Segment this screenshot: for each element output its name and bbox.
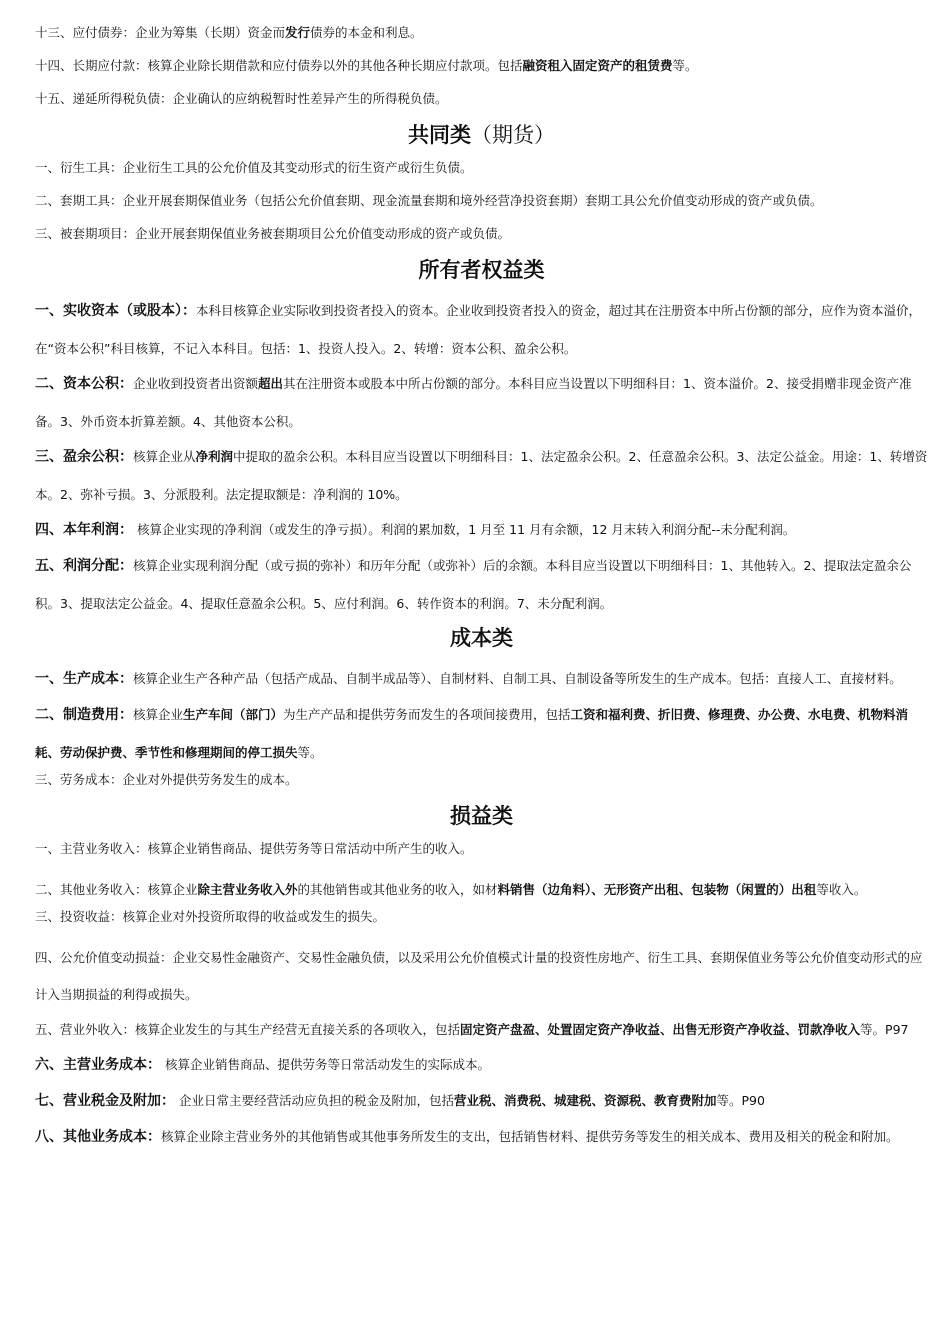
text: 十三、应付债券：企业为筹集（长期）资金而 <box>35 25 286 40</box>
pl-item-8 <box>35 1118 928 1156</box>
line-15: 十五、递延所得税负债：企业确认的应纳税暂时性差异产生的所得税负债。 <box>35 91 448 106</box>
bold-text: 料销售（边角料）、无形资产出租、包装物（闲置的）出租 <box>497 882 817 897</box>
item-lead: 三、盈余公积： <box>35 449 133 465</box>
item-lead: 六、主营业务成本： <box>35 1057 161 1073</box>
text: 核算企业除主营业务外的其他销售或其他事务所发生的支出，包括销售材料、提供劳务等发生的相关成本、费用及相关的税金和附加。 <box>161 1129 899 1144</box>
section-heading-cost <box>35 624 928 652</box>
bold-text: 超出 <box>258 376 284 391</box>
text: 核算企业实现利润分配（或亏损的弥补）和历年分配（或弥补）后的余额。本科目应当设置以下明细科目：1、其他转入。2、提取法定盈余公积。3、提取法定公益金。4、提取任意盈余公积。5、应付利润。6、转作资本的利润。7、未分配利润。 <box>35 558 912 611</box>
pl-item-3: 三、投资收益：核算企业对外投资所取得的收益或发生的损失。 <box>35 909 386 924</box>
text: 等。P97 <box>860 1022 909 1037</box>
text: 核算企业实现的净利润（或发生的净亏损）。利润的累加数，1 月至 11 月有余额，12 月末转入利润分配--未分配利润。 <box>133 522 796 537</box>
heading-rest: （期货） <box>471 123 555 147</box>
text: 等。 <box>297 745 323 760</box>
common-item-3: 三、被套期项目：企业开展套期保值业务被套期项目公允价值变动形成的资产或负债。 <box>35 226 511 241</box>
heading-bold: 所有者权益类 <box>418 258 545 282</box>
item-lead: 五、利润分配： <box>35 558 133 574</box>
equity-item-1 <box>35 292 928 367</box>
equity-item-5 <box>35 547 928 622</box>
pl-item-5 <box>35 1011 928 1048</box>
text: 等。 <box>672 58 698 73</box>
text: 企业日常主要经营活动应负担的税金及附加，包括 <box>175 1093 454 1108</box>
heading-bold: 损益类 <box>450 804 513 828</box>
text: 核算企业从 <box>133 449 196 464</box>
equity-item-4 <box>35 511 928 549</box>
item-lead: 二、制造费用： <box>35 707 133 723</box>
bold-text: 固定资产盘盈、处置固定资产净收益、出售无形资产净收益、罚款净收入 <box>460 1022 861 1037</box>
pl-item-7 <box>35 1082 928 1120</box>
bold-text: 营业税、消费税、城建税、资源税、教育费附加 <box>453 1093 717 1108</box>
text: 十四、长期应付款：核算企业除长期借款和应付债券以外的其他各种长期应付款项。包括 <box>35 58 523 73</box>
text: 等。P90 <box>716 1093 765 1108</box>
text: 本科目核算企业实际收到投资者投入的资本。企业收到投资者投入的资金，超过其在注册资本中所占份额的部分，应作为资本溢价，在“资本公积”科目核算，不记入本科目。包括：1、投资人投入。2、转增：资本公积、盈余公积。 <box>35 303 922 356</box>
item-lead: 八、其他业务成本： <box>35 1129 161 1145</box>
bold-text: 工资和福利费、折旧费、修理费、办公费、水电费、机物料消耗、劳动保护费、季节性和修理期间的停工损失 <box>35 707 909 760</box>
section-heading-profit-loss <box>35 802 928 830</box>
text: 核算企业生产各种产品（包括产成品、自制半成品等）、自制材料、自制工具、自制设备等所发生的生产成本。包括：直接人工、直接材料。 <box>133 671 902 686</box>
text: 其在注册资本或股本中所占份额的部分。本科目应当设置以下明细科目：1、资本溢价。2、接受捐赠非现金资产准备。3、外币资本折算差额。4、其他资本公积。 <box>35 376 912 429</box>
common-item-2: 二、套期工具：企业开展套期保值业务（包括公允价值套期、现金流量套期和境外经营净投资套期）套期工具公允价值变动形成的资产或负债。 <box>35 193 823 208</box>
pl-item-2 <box>35 871 928 908</box>
line-14 <box>35 55 928 76</box>
text: 为生产产品和提供劳务而发生的各项间接费用，包括 <box>283 707 571 722</box>
cost-item-3: 三、劳务成本：企业对外提供劳务发生的成本。 <box>35 772 298 787</box>
item-lead: 一、生产成本： <box>35 671 133 687</box>
text: 的其他销售或其他业务的收入，如材 <box>297 882 498 897</box>
text: 二、其他业务收入：核算企业 <box>35 882 198 897</box>
pl-item-1: 一、主营业务收入：核算企业销售商品、提供劳务等日常活动中所产生的收入。 <box>35 841 473 856</box>
equity-item-3 <box>35 438 928 513</box>
cost-item-1 <box>35 660 928 698</box>
item-lead: 二、资本公积： <box>35 376 133 392</box>
text: 等收入。 <box>816 882 867 897</box>
bold-text: 净利润 <box>195 449 234 464</box>
text: 中提取的盈余公积。本科目应当设置以下明细科目：1、法定盈余公积。2、任意盈余公积。3、法定公益金。用途：1、转增资本。2、弥补亏损。3、分派股利。法定提取额是：净利润的 10%。 <box>35 449 928 502</box>
item-lead: 四、本年利润： <box>35 522 133 538</box>
text: 五、营业外收入：核算企业发生的与其生产经营无直接关系的各项收入，包括 <box>35 1022 461 1037</box>
section-heading-common <box>35 121 928 149</box>
bold-text: 融资租入固定资产的租赁费 <box>522 58 673 73</box>
bold-text: 生产车间（部门） <box>183 707 284 722</box>
text: 企业收到投资者出资额 <box>133 376 259 391</box>
bold-text: 除主营业务收入外 <box>197 882 298 897</box>
text: 核算企业 <box>133 707 184 722</box>
item-lead: 七、营业税金及附加： <box>35 1093 175 1109</box>
heading-bold: 共同类 <box>408 123 471 147</box>
pl-item-6 <box>35 1046 928 1084</box>
text: 核算企业销售商品、提供劳务等日常活动发生的实际成本。 <box>161 1057 490 1072</box>
text: 债券的本金和利息。 <box>310 25 423 40</box>
pl-item-4: 四、公允价值变动损益：企业交易性金融资产、交易性金融负债，以及采用公允价值模式计量的投资性房地产、衍生工具、套期保值业务等公允价值变动形式的应计入当期损益的利得或损失。 <box>35 950 923 1002</box>
section-heading-equity <box>35 256 928 284</box>
line-13 <box>35 22 928 43</box>
item-lead: 一、实收资本（或股本）： <box>35 303 196 319</box>
common-item-1: 一、衍生工具：企业衍生工具的公允价值及其变动形式的衍生资产或衍生负债。 <box>35 160 473 175</box>
heading-bold: 成本类 <box>450 626 513 650</box>
cost-item-2 <box>35 696 928 771</box>
equity-item-2 <box>35 365 928 440</box>
bold-text: 发行 <box>285 25 311 40</box>
